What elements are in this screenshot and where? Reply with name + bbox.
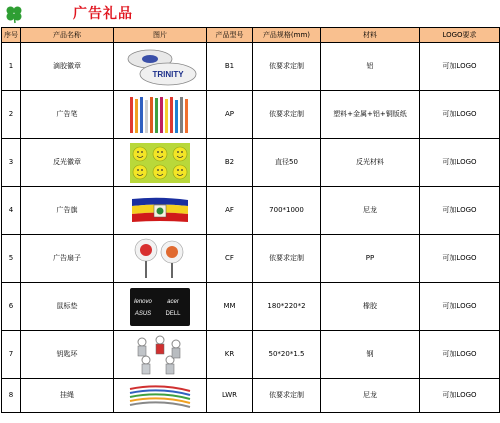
col-header-name: 产品名称 — [21, 28, 114, 43]
cell-image — [114, 235, 207, 283]
cell-no: 6 — [2, 283, 21, 331]
table-row — [2, 283, 500, 331]
cell-name: 广告扇子 — [21, 235, 114, 283]
cell-spec: 直径50 — [253, 139, 321, 187]
cell-no: 4 — [2, 187, 21, 235]
cell-image — [114, 187, 207, 235]
cell-logo: 可加LOGO — [420, 187, 500, 235]
cell-no: 5 — [2, 235, 21, 283]
pens-image — [128, 94, 192, 136]
cell-image — [114, 379, 207, 413]
four-leaf-clover-icon — [4, 4, 24, 24]
cell-spec: 依要求定制 — [253, 379, 321, 413]
oval-badges-image — [120, 47, 200, 87]
table-row — [2, 43, 500, 91]
col-header-model: 产品型号 — [207, 28, 253, 43]
cell-material: 尼龙 — [321, 187, 420, 235]
mousepad-image — [129, 287, 191, 327]
cell-model: MM — [207, 283, 253, 331]
table-row — [2, 91, 500, 139]
table-row — [2, 379, 500, 413]
cell-image — [114, 43, 207, 91]
cell-material: 塑料+金属+铝+铜版纸 — [321, 91, 420, 139]
col-header-image: 图片 — [114, 28, 207, 43]
fans-image — [130, 238, 190, 280]
flag-image — [130, 196, 190, 226]
badge-text: TRINITY — [152, 69, 184, 79]
cell-logo: 可加LOGO — [420, 43, 500, 91]
cell-image — [114, 91, 207, 139]
col-header-spec: 产品规格(mm) — [253, 28, 321, 43]
cell-name: 广告旗 — [21, 187, 114, 235]
cell-material: 铝 — [321, 43, 420, 91]
cell-model: KR — [207, 331, 253, 379]
cell-spec: 依要求定制 — [253, 235, 321, 283]
cell-spec: 依要求定制 — [253, 91, 321, 139]
page-title: 广告礼品 — [73, 6, 133, 22]
col-header-no: 序号 — [2, 28, 21, 43]
table-row — [2, 331, 500, 379]
cell-material: 反光材料 — [321, 139, 420, 187]
cell-material: 尼龙 — [321, 379, 420, 413]
cell-logo: 可加LOGO — [420, 331, 500, 379]
keyrings-image — [132, 334, 188, 376]
cell-image — [114, 139, 207, 187]
mousepad-brand: ASUS — [134, 310, 152, 317]
cell-material: 钢 — [321, 331, 420, 379]
cell-no: 3 — [2, 139, 21, 187]
cell-spec: 180*220*2 — [253, 283, 321, 331]
smiley-badges-image — [130, 143, 190, 183]
lanyards-image — [128, 381, 192, 411]
cell-material: PP — [321, 235, 420, 283]
cell-name: 鼠标垫 — [21, 283, 114, 331]
cell-model: B2 — [207, 139, 253, 187]
cell-logo: 可加LOGO — [420, 235, 500, 283]
cell-name: 挂绳 — [21, 379, 114, 413]
mousepad-brand: acer — [167, 298, 179, 305]
cell-no: 7 — [2, 331, 21, 379]
cell-name: 滴胶徽章 — [21, 43, 114, 91]
title-bar — [0, 0, 500, 26]
cell-material: 橡胶 — [321, 283, 420, 331]
cell-spec: 50*20*1.5 — [253, 331, 321, 379]
cell-logo: 可加LOGO — [420, 283, 500, 331]
cell-model: LWR — [207, 379, 253, 413]
mousepad-brand: lenovo — [134, 298, 152, 305]
table-header-row — [2, 28, 500, 43]
table-row — [2, 187, 500, 235]
cell-model: AF — [207, 187, 253, 235]
col-header-logo: LOGO要求 — [420, 28, 500, 43]
table-row — [2, 235, 500, 283]
cell-no: 1 — [2, 43, 21, 91]
cell-name: 广告笔 — [21, 91, 114, 139]
cell-name: 钥匙环 — [21, 331, 114, 379]
cell-image — [114, 331, 207, 379]
cell-no: 2 — [2, 91, 21, 139]
cell-model: CF — [207, 235, 253, 283]
cell-logo: 可加LOGO — [420, 379, 500, 413]
cell-no: 8 — [2, 379, 21, 413]
cell-logo: 可加LOGO — [420, 139, 500, 187]
cell-image — [114, 283, 207, 331]
table-row — [2, 139, 500, 187]
cell-spec: 700*1000 — [253, 187, 321, 235]
mousepad-brand: DELL — [165, 310, 181, 317]
cell-logo: 可加LOGO — [420, 91, 500, 139]
cell-spec: 依要求定制 — [253, 43, 321, 91]
col-header-material: 材料 — [321, 28, 420, 43]
product-table — [1, 27, 500, 413]
cell-model: AP — [207, 91, 253, 139]
cell-model: B1 — [207, 43, 253, 91]
cell-name: 反光徽章 — [21, 139, 114, 187]
